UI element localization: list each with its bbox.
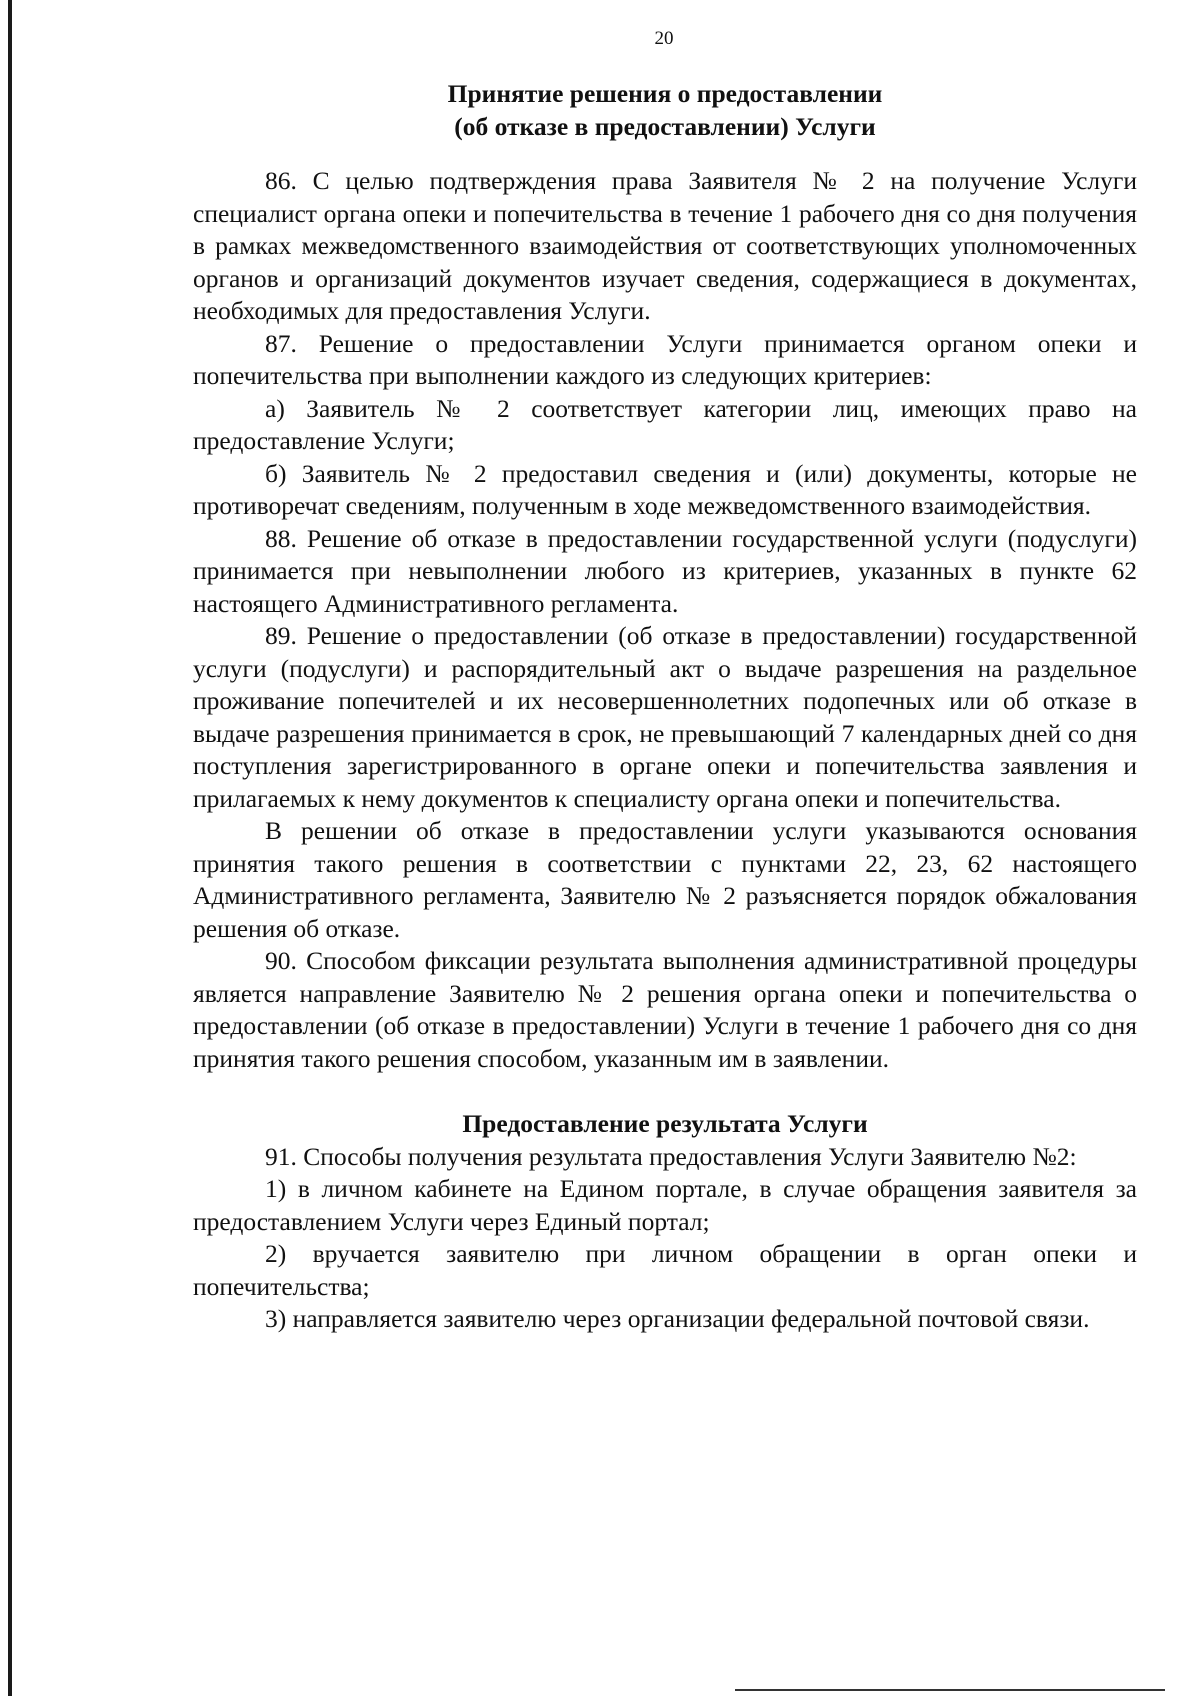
bottom-scan-rule — [735, 1689, 1165, 1691]
paragraph-88: 88. Решение об отказе в предоставлении государственной услуги (подуслуги) принимается при невыполнении любого из критериев, указанных в пункте 62 настоящего Административного регламента. — [193, 523, 1137, 618]
scan-edge-line — [8, 0, 12, 1696]
paragraph-91-2: 2) вручается заявителю при личном обращении в орган опеки и попечительства; — [193, 1239, 1137, 1301]
paragraph-91: 91. Способы получения результата предоставления Услуги Заявителю №2: — [265, 1141, 1077, 1171]
document-body — [193, 78, 1137, 1336]
paragraph-90: 90. Способом фиксации результата выполнения административной процедуры является направление Заявителю № 2 решения органа опеки и попечительства о предоставлении (об отказе в предоставлении) Услуги в течение 1 рабочего дня со дня принятия такого решения способом, указанным им в заявлении. — [193, 946, 1137, 1073]
paragraph-86: 86. С целью подтверждения права Заявителя № 2 на получение Услуги специалист органа опеки и попечительства в течение 1 рабочего дня со дня получения в рамках межведомственного взаимодействия от соответствующих уполномоченных органов и организаций документов изучает сведения, содержащиеся в документах, необходимых для предоставления Услуги. — [193, 166, 1137, 325]
paragraph-89: 89. Решение о предоставлении (об отказе в предоставлении) государственной услуги (подуслуги) и распорядительный акт о выдаче разрешения на раздельное проживание попечителей и их несовершеннолетних подопечных или об отказе в выдаче разрешения принимается в срок, не превышающий 7 календарных дней со дня поступления зарегистрированного в органе опеки и попечительства заявления и прилагаемых к нему документов к специалисту органа опеки и попечительства. — [193, 621, 1137, 813]
page-number: 20 — [654, 28, 674, 49]
section-heading-result: Предоставление результата Услуги — [462, 1109, 868, 1138]
heading-line-1: Принятие решения о предоставлении — [447, 79, 883, 108]
paragraph-91-1: 1) в личном кабинете на Едином портале, в случае обращения заявителя за предоставлением Услуги через Единый портал; — [193, 1174, 1137, 1236]
heading-line-2: (об отказе в предоставлении) Услуги — [454, 111, 876, 141]
paragraph-87: 87. Решение о предоставлении Услуги принимается органом опеки и попечительства при выполнении каждого из следующих критериев: — [193, 328, 1137, 390]
section-heading-decision — [193, 78, 1137, 143]
paragraph-91-3: 3) направляется заявителю через организации федеральной почтовой связи. — [265, 1304, 1090, 1333]
paragraph-87-a: а) Заявитель № 2 соответствует категории лиц, имеющих право на предоставление Услуги; — [193, 393, 1137, 455]
paragraph-87-b: б) Заявитель № 2 предоставил сведения и (или) документы, которые не противоречат сведениям, полученным в ходе межведомственного взаимодействия. — [193, 458, 1137, 520]
paragraph-89-refusal: В решении об отказе в предоставлении услуги указываются основания принятия такого решения в соответствии с пунктами 22, 23, 62 настоящего Административного регламента, Заявителю № 2 разъясняется порядок обжалования решения об отказе. — [193, 816, 1137, 943]
